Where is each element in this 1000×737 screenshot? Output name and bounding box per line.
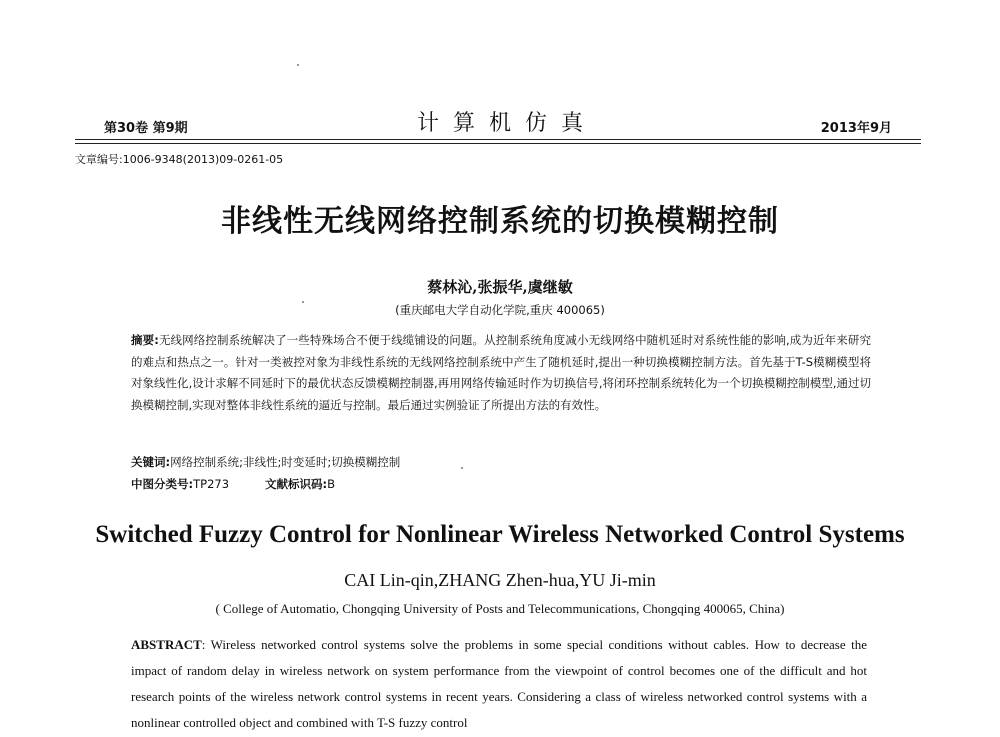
chinese-abstract-label: 摘要: — [131, 333, 159, 347]
english-title: Switched Fuzzy Control for Nonlinear Wireless Networked Control Systems — [95, 521, 905, 548]
chinese-abstract — [131, 330, 871, 416]
chinese-authors: 蔡林沁,张振华,虞继敏 — [427, 278, 573, 296]
keywords-text: 网络控制系统;非线性;时变延时;切换模糊控制 — [170, 455, 401, 469]
classification-value: TP273 — [193, 477, 230, 491]
article-number: 文章编号:1006-9348(2013)09-0261-05 — [75, 153, 284, 166]
doc-code-label: 文献标识码: — [265, 477, 328, 491]
chinese-keywords — [131, 454, 400, 470]
header-rule-thick — [75, 139, 921, 140]
english-abstract-label: ABSTRACT — [131, 637, 202, 652]
volume-issue: 第30卷 第9期 — [104, 121, 188, 136]
classification-label: 中图分类号: — [131, 477, 194, 491]
scan-speck — [461, 467, 463, 469]
english-affiliation: ( College of Automatio, Chongqing University of Posts and Telecommunications, Chongqing 400065, China) — [215, 601, 785, 616]
english-abstract — [131, 632, 867, 736]
scan-speck — [297, 64, 299, 66]
english-authors: CAI Lin-qin,ZHANG Zhen-hua,YU Ji-min — [344, 570, 656, 590]
classification-line — [131, 476, 335, 492]
english-abstract-text: : Wireless networked control systems solve the problems in some special conditions without cables. How to decrease the impact of random delay in wireless network on system performance from the viewpoint of control becomes one of the difficult and hot research points of the wireless network control systems in recent years. Considering a class of wireless networked control systems with a nonlinear controlled object and combined with T-S fuzzy control — [131, 637, 867, 730]
doc-code-value: B — [327, 477, 336, 491]
chinese-abstract-text: 无线网络控制系统解决了一些特殊场合不便于线缆铺设的问题。从控制系统角度减小无线网络中随机延时对系统性能的影响,成为近年来研究的难点和热点之一。针对一类被控对象为非线性系统的无线网络控制系统中产生了随机延时,提出一种切换模糊控制方法。首先基于T-S模糊模型将对象线性化,设计求解不同延时下的最优状态反馈模糊控制器,再用网络传输延时作为切换信号,将闭环控制系统转化为一个切换模糊控制模型,通过切换模糊控制,实现对整体非线性系统的逼近与控制。最后通过实例验证了所提出方法的有效性。 — [131, 333, 871, 412]
header-rule-thin — [75, 143, 921, 144]
publication-date: 2013年9月 — [820, 121, 892, 136]
keywords-label: 关键词: — [131, 455, 171, 469]
journal-name: 计算机仿真 — [416, 111, 597, 136]
chinese-affiliation: (重庆邮电大学自动化学院,重庆 400065) — [395, 303, 605, 317]
scan-speck — [302, 301, 304, 303]
chinese-title: 非线性无线网络控制系统的切换模糊控制 — [221, 204, 779, 239]
